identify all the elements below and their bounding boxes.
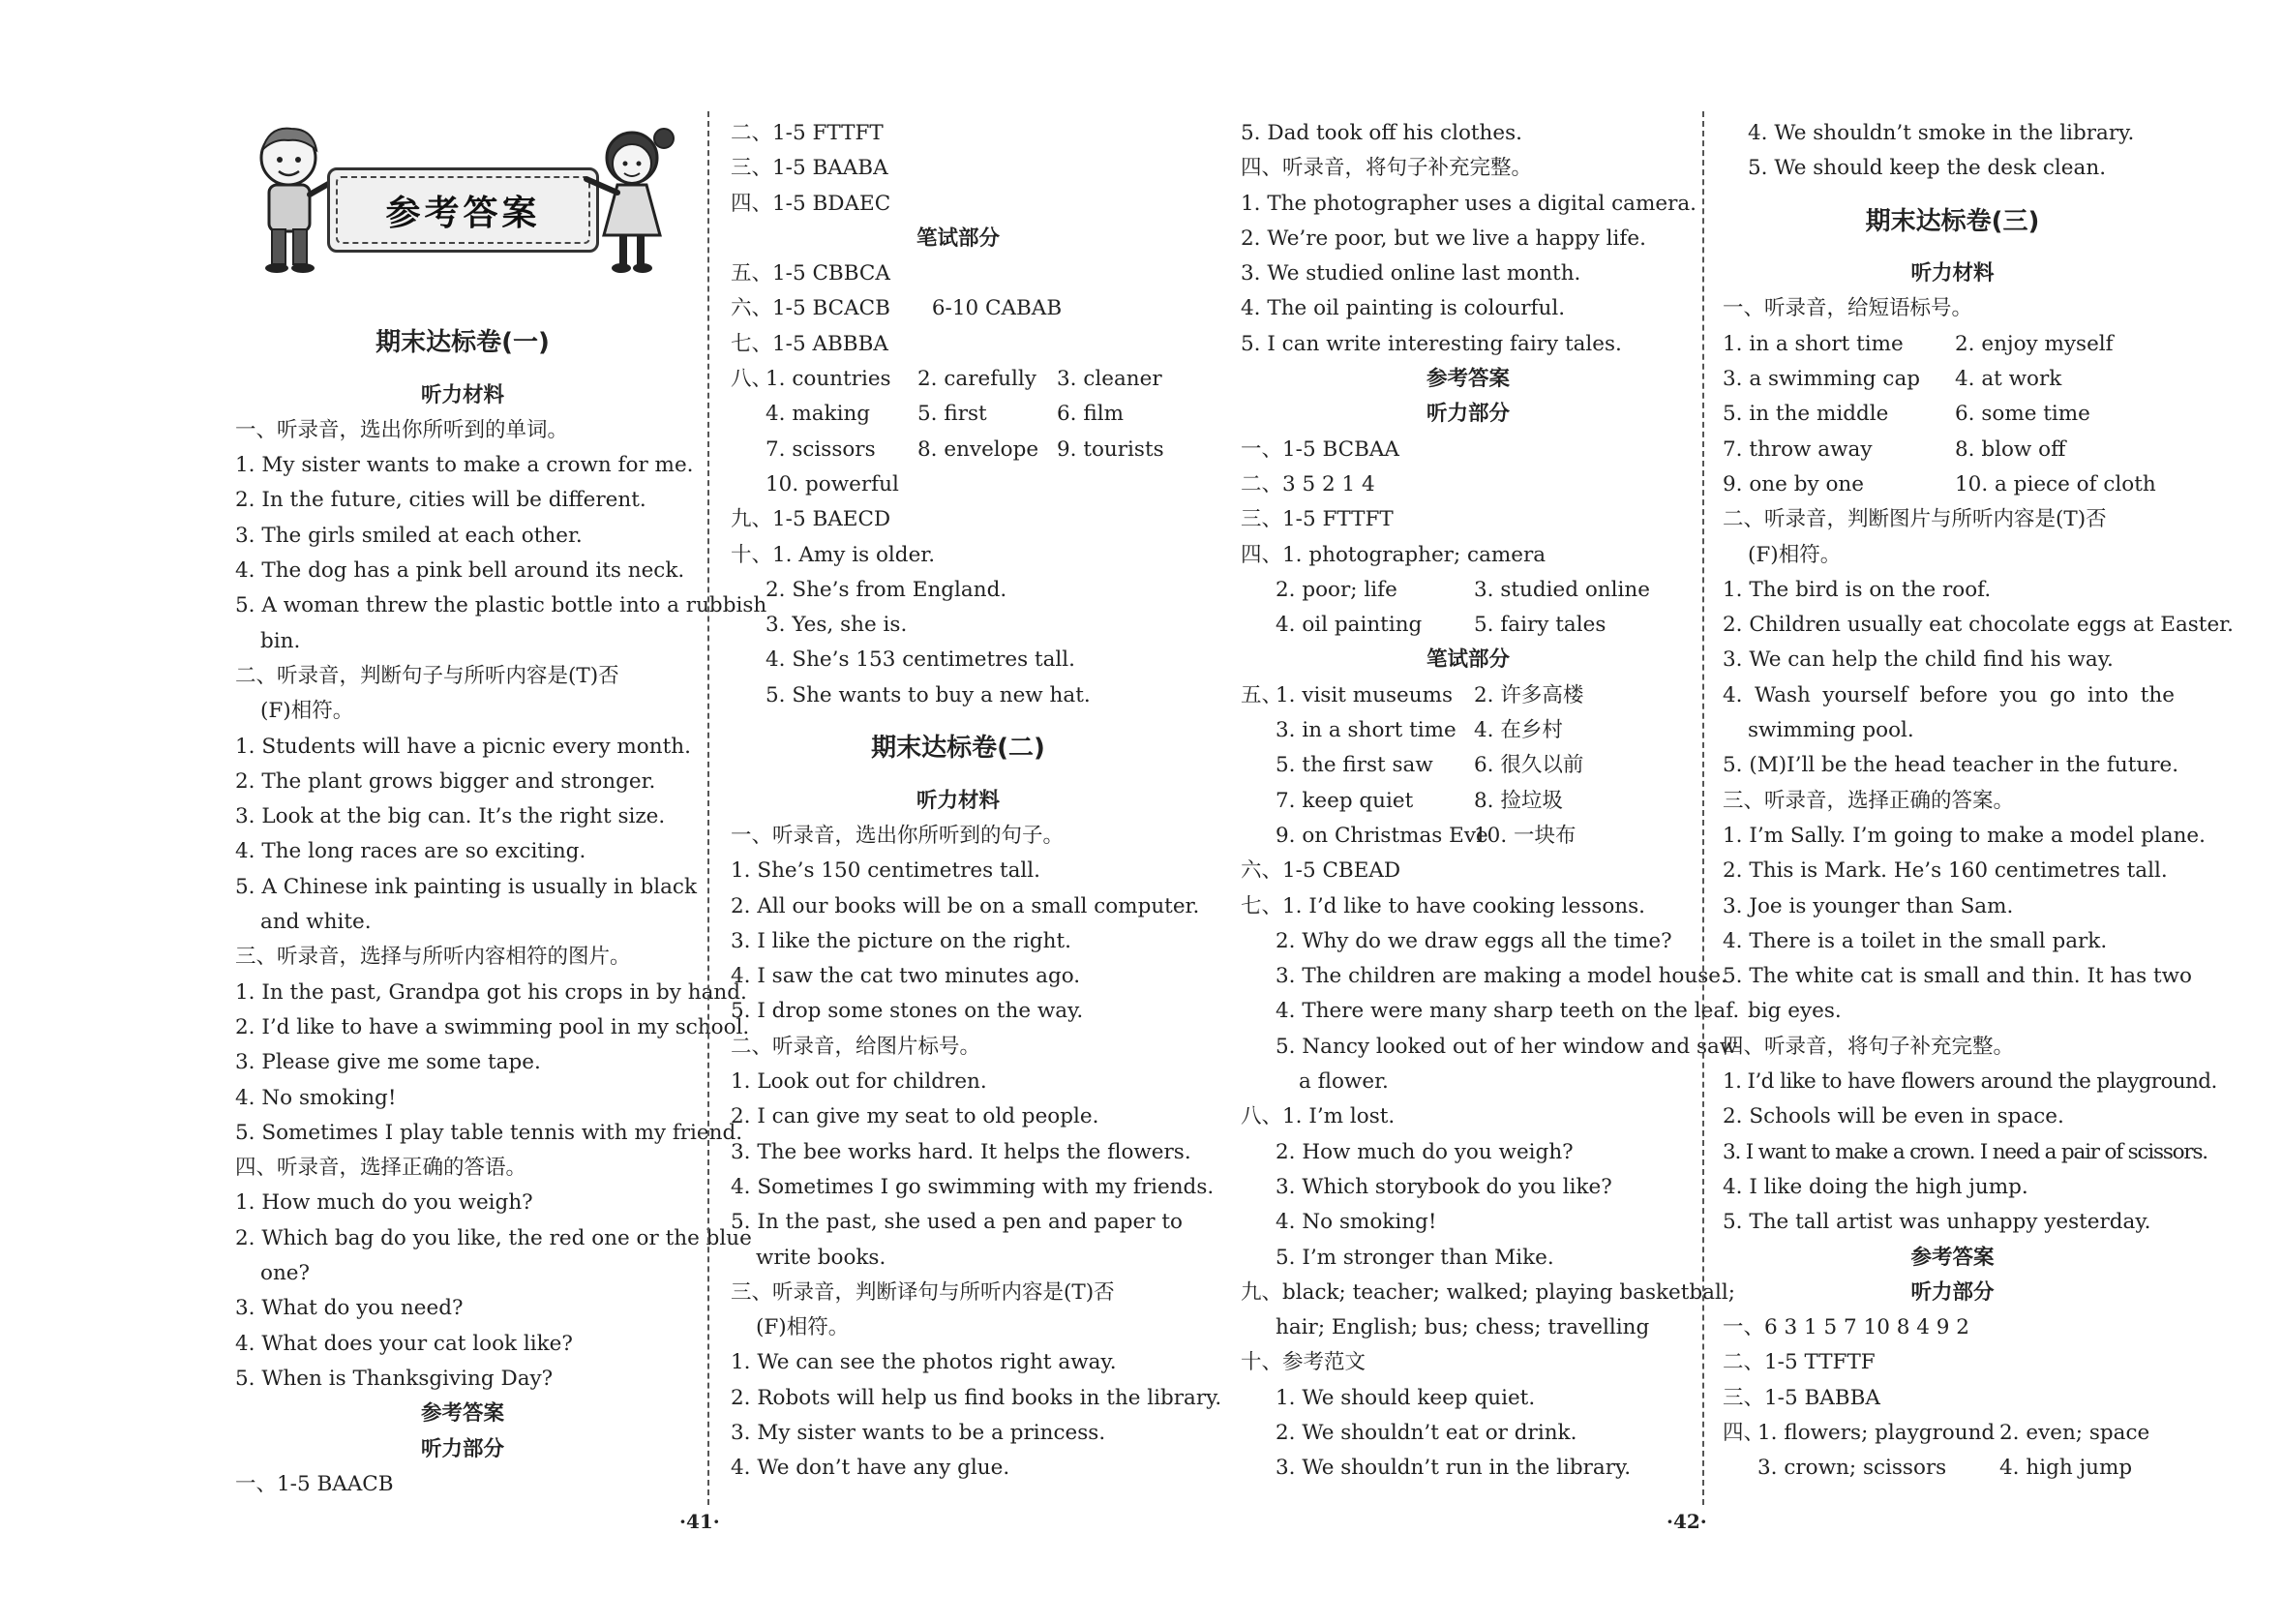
text-line: 2. Which bag do you like, the red one or the blue <box>235 1225 752 1250</box>
grid-cell: 7. throw away <box>1723 436 1873 462</box>
answer-grid-row <box>731 433 1186 467</box>
answer-line: 四、1-5 BDAEC <box>731 191 891 216</box>
section-heading: 三、听录音，选择与所听内容相符的图片。 <box>235 945 631 970</box>
written-part-heading: 笔试部分 <box>916 226 1000 251</box>
grid-cell: 6. 很久以前 <box>1474 753 1584 778</box>
text-line: 1. I’m Sally. I’m going to make a model plane. <box>1723 823 2206 848</box>
answer-line: 5. I’m stronger than Mike. <box>1276 1245 1554 1270</box>
grid-cell: 1. in a short time <box>1723 331 1904 356</box>
text-line: 5. (M)I’ll be the head teacher in the future. <box>1723 753 2179 778</box>
section-heading: 十、参考范文 <box>1241 1350 1366 1375</box>
grid-prefix: 五、 <box>1241 682 1283 707</box>
text-line: 4. I like doing the high jump. <box>1723 1174 2028 1199</box>
text-line: 3. Look at the big can. It’s the right size. <box>235 804 666 829</box>
text-line: 4. We shouldn’t smoke in the library. <box>1748 121 2135 145</box>
text-line: 4. We don’t have any glue. <box>731 1456 1010 1481</box>
grid-cell: 1. visit museums <box>1276 682 1454 707</box>
answer-line: 三、1-5 BABBA <box>1723 1385 1880 1410</box>
answer-line: 六、1-5 CBEAD <box>1241 858 1401 884</box>
text-line: 3. I like the picture on the right. <box>731 928 1071 953</box>
answer-line: 二、3 5 2 1 4 <box>1241 471 1375 496</box>
answer-line: 一、6 3 1 5 7 10 8 4 9 2 <box>1723 1315 1969 1340</box>
answer-line: 五、1-5 CBBCA <box>731 261 890 286</box>
grid-cell: 9. one by one <box>1723 471 1864 496</box>
text-line: 3. My sister wants to be a princess. <box>731 1420 1106 1445</box>
grid-cell: 2. carefully <box>917 367 1036 392</box>
answer-line: 三、1-5 BAABA <box>731 156 888 181</box>
column-1 <box>235 308 767 1502</box>
text-line: 1. The photographer uses a digital camera. <box>1241 191 1697 216</box>
section-heading: 四、听录音，将句子补充完整。 <box>1723 1034 2015 1059</box>
text-line: 4. Wash yourself before you go into the <box>1723 682 2175 707</box>
grid-cell: 4. at work <box>1955 367 2062 392</box>
grid-cell: 2. poor; life <box>1276 577 1397 602</box>
column-separator <box>707 111 709 1505</box>
text-line: and white. <box>260 910 372 935</box>
section-heading: 四、听录音，将句子补充完整。 <box>1241 156 1533 181</box>
text-line: 5. A Chinese ink painting is usually in black <box>235 874 697 899</box>
text-line: 5. In the past, she used a pen and paper to <box>731 1210 1183 1235</box>
grid-cell: 4. making <box>766 402 871 427</box>
answer-line: 二、1-5 TTFTF <box>1723 1350 1876 1375</box>
grid-cell: 10. a piece of cloth <box>1955 471 2156 496</box>
answer-line: 九、black; teacher; walked; playing basketball; <box>1241 1279 1735 1305</box>
grid-cell: 9. on Christmas Eve <box>1276 823 1488 848</box>
answer-grid-row <box>1723 467 2182 502</box>
answer-line: 二、1-5 FTTFT <box>731 121 884 145</box>
text-line: 2. In the future, cities will be different. <box>235 488 646 513</box>
text-line: 1. The bird is on the roof. <box>1723 577 1992 602</box>
text-line: 3. We can help the child find his way. <box>1723 647 2114 673</box>
section-heading: 一、听录音，选出你所听到的句子。 <box>731 823 1065 848</box>
section-heading: 二、听录音，判断图片与所听内容是(T)否 <box>1723 507 2107 532</box>
page-number-right: ·42· <box>1666 1510 1707 1533</box>
exam-title-3: 期末达标卷(三) <box>1865 206 2040 236</box>
answer-line: a flower. <box>1299 1069 1389 1095</box>
text-line: 3. I want to make a crown. I need a pair of scissors. <box>1723 1139 2207 1164</box>
text-line: 1. In the past, Grandpa got his crops in by hand. <box>235 979 747 1005</box>
text-line: 1. She’s 150 centimetres tall. <box>731 858 1041 884</box>
answer-line: 4. No smoking! <box>1276 1210 1437 1235</box>
answer-line: 七、1-5 ABBBA <box>731 331 888 356</box>
grid-cell: 7. keep quiet <box>1276 788 1414 813</box>
answer-grid-row <box>1241 784 1696 819</box>
answer-line: 1. We should keep quiet. <box>1276 1385 1536 1410</box>
text-line: 5. When is Thanksgiving Day? <box>235 1366 554 1391</box>
text-line: 1. How much do you weigh? <box>235 1190 533 1216</box>
text-line: 5. I can write interesting fairy tales. <box>1241 331 1622 356</box>
text-line: 2. This is Mark. He’s 160 centimetres tall. <box>1723 858 2168 884</box>
text-line: 3. What do you need? <box>235 1296 464 1321</box>
column-3 <box>1241 116 1740 1487</box>
answer-grid-row <box>1723 327 2182 362</box>
grid-prefix: 八、 <box>731 367 773 392</box>
answer-grid-row <box>1723 397 2182 432</box>
grid-cell: 7. scissors <box>766 436 876 462</box>
banner-title: 参考答案 <box>385 193 541 233</box>
answer-line: 七、1. I’d like to have cooking lessons. <box>1241 893 1646 918</box>
listening-material-heading: 听力材料 <box>1910 261 1995 286</box>
answers-heading: 参考答案 <box>1426 367 1510 392</box>
text-line: 2. Children usually eat chocolate eggs at Easter. <box>1723 613 2234 638</box>
answer-line: 三、1-5 FTTFT <box>1241 507 1394 532</box>
section-heading-cont: (F)相符。 <box>260 699 354 724</box>
answer-line: 2. How much do you weigh? <box>1276 1139 1574 1164</box>
text-line: 5. Dad took off his clothes. <box>1241 121 1522 145</box>
text-line: 4. No smoking! <box>235 1085 397 1110</box>
answer-grid-row <box>1723 362 2182 397</box>
text-line: 2. Schools will be even in space. <box>1723 1104 2064 1129</box>
answer-grid-row <box>1241 748 1696 783</box>
grid-cell: 10. powerful <box>766 471 899 496</box>
answers-heading: 参考答案 <box>420 1401 504 1427</box>
answer-grid-row <box>1723 1416 2182 1451</box>
grid-cell: 8. envelope <box>917 436 1039 462</box>
text-line: 3. The girls smiled at each other. <box>235 523 583 548</box>
text-line: write books. <box>756 1245 886 1270</box>
page-number-left: ·41· <box>679 1510 720 1533</box>
listening-part-heading: 听力部分 <box>1910 1279 1995 1305</box>
grid-cell: 3. a swimming cap <box>1723 367 1921 392</box>
answer-line: 2. Why do we draw eggs all the time? <box>1276 928 1672 953</box>
answer-line: 2. We shouldn’t eat or drink. <box>1276 1420 1577 1445</box>
section-heading: 二、听录音，给图片标号。 <box>731 1034 981 1059</box>
text-line: 5. The white cat is small and thin. It has two <box>1723 964 2192 989</box>
answer-line: 4. There were many sharp teeth on the leaf. <box>1276 999 1740 1024</box>
exam-title-1: 期末达标卷(一) <box>375 328 550 357</box>
answer-grid-row <box>1241 678 1696 713</box>
section-heading-cont: (F)相符。 <box>756 1315 850 1340</box>
text-line: one? <box>260 1261 311 1286</box>
grid-cell: 4. oil painting <box>1276 613 1423 638</box>
answer-line: 4. She’s 153 centimetres tall. <box>766 647 1076 673</box>
text-line: 2. The plant grows bigger and stronger. <box>235 768 656 794</box>
column-4 <box>1723 116 2234 1487</box>
answer-line: 十、1. Amy is older. <box>731 542 936 567</box>
answer-grid-row <box>731 362 1186 397</box>
text-line: 4. The long races are so exciting. <box>235 839 586 864</box>
text-line: 4. The dog has a pink bell around its neck. <box>235 558 685 584</box>
text-line: 5. I drop some stones on the way. <box>731 999 1084 1024</box>
grid-cell: 3. in a short time <box>1276 718 1456 743</box>
answer-line: 3. Yes, she is. <box>766 613 908 638</box>
answer-line: 3. The children are making a model house. <box>1276 964 1727 989</box>
grid-cell: 6. some time <box>1955 402 2090 427</box>
banner-cloth <box>327 167 599 253</box>
grid-cell: 3. crown; scissors <box>1757 1456 1947 1481</box>
column-separator <box>1702 111 1704 1505</box>
section-heading: 二、听录音，判断句子与所听内容是(T)否 <box>235 663 619 688</box>
answer-line: 3. We shouldn’t run in the library. <box>1276 1456 1632 1481</box>
answers-banner <box>235 121 684 276</box>
text-line: 5. The tall artist was unhappy yesterday. <box>1723 1210 2151 1235</box>
grid-cell: 8. 捡垃圾 <box>1474 788 1563 813</box>
answer-line: hair; English; bus; chess; travelling <box>1276 1315 1650 1340</box>
listening-material-heading: 听力材料 <box>420 382 504 407</box>
section-heading: 三、听录音，选择正确的答案。 <box>1723 788 2015 813</box>
answer-grid-row <box>731 467 1186 502</box>
text-line: 4. I saw the cat two minutes ago. <box>731 964 1081 989</box>
text-line: 4. What does your cat look like? <box>235 1331 573 1356</box>
text-line: 3. We studied online last month. <box>1241 261 1581 286</box>
grid-cell: 5. first <box>917 402 987 427</box>
listening-material-heading: 听力材料 <box>916 788 1000 813</box>
grid-cell: 4. 在乡村 <box>1474 718 1563 743</box>
answer-grid-row <box>1723 433 2182 467</box>
text-line: 2. We’re poor, but we live a happy life. <box>1241 226 1646 251</box>
grid-cell: 5. in the middle <box>1723 402 1889 427</box>
written-part-heading: 笔试部分 <box>1426 647 1510 673</box>
right-page <box>1141 0 2282 1624</box>
text-line: 1. My sister wants to make a crown for me. <box>235 453 694 478</box>
grid-cell: 6. film <box>1057 402 1124 427</box>
grid-prefix: 四、 <box>1723 1420 1765 1445</box>
answer-line: 四、1. photographer; camera <box>1241 542 1546 567</box>
answer-grid-row <box>1241 713 1696 748</box>
grid-cell: 10. 一块布 <box>1474 823 1576 848</box>
text-line: 2. I can give my seat to old people. <box>731 1104 1099 1129</box>
text-line: bin. <box>260 628 301 653</box>
answer-line: 一、1-5 BCBAA <box>1241 436 1399 462</box>
text-line: 5. Sometimes I play table tennis with my friend. <box>235 1120 743 1145</box>
text-line: 4. The oil painting is colourful. <box>1241 296 1566 321</box>
text-line: 2. Robots will help us find books in the library. <box>731 1385 1222 1410</box>
column-2 <box>731 116 1222 1487</box>
text-line: 3. Please give me some tape. <box>235 1050 541 1075</box>
section-heading-cont: (F)相符。 <box>1748 542 1842 567</box>
answer-line: 2. She’s from England. <box>766 577 1007 602</box>
answer-line: 九、1-5 BAECD <box>731 507 891 532</box>
answer-grid-row <box>1241 573 1696 608</box>
text-line: 1. Look out for children. <box>731 1069 987 1095</box>
text-line: 1. I’d like to have flowers around the playground. <box>1723 1069 2217 1095</box>
grid-cell: 3. cleaner <box>1057 367 1162 392</box>
answer-line: 5. Nancy looked out of her window and saw <box>1276 1034 1738 1059</box>
text-line: 2. All our books will be on a small computer. <box>731 893 1200 918</box>
answer-grid-row <box>1723 1451 2182 1486</box>
text-line: 3. The bee works hard. It helps the flowers. <box>731 1139 1191 1164</box>
grid-cell: 4. high jump <box>1999 1456 2133 1481</box>
text-line: 5. We should keep the desk clean. <box>1748 156 2107 181</box>
grid-cell: 5. the first saw <box>1276 753 1433 778</box>
text-line: 5. A woman threw the plastic bottle into a rubbish <box>235 593 767 618</box>
text-line: 2. I’d like to have a swimming pool in my school. <box>235 1014 750 1039</box>
grid-cell: 9. tourists <box>1057 436 1164 462</box>
answer-grid-row <box>1241 608 1696 643</box>
answer-grid-row <box>1241 819 1696 854</box>
exam-title-2: 期末达标卷(二) <box>871 734 1045 764</box>
grid-cell: 5. fairy tales <box>1474 613 1606 638</box>
text-line: 4. Sometimes I go swimming with my friends. <box>731 1174 1215 1199</box>
section-heading: 三、听录音，判断译句与所听内容是(T)否 <box>731 1279 1115 1305</box>
grid-cell: 2. even; space <box>1999 1420 2150 1445</box>
listening-part-heading: 听力部分 <box>420 1436 504 1461</box>
answer-line: 一、1-5 BAACB <box>235 1471 394 1496</box>
text-line: big eyes. <box>1748 999 1842 1024</box>
section-heading: 一、听录音，选出你所听到的单词。 <box>235 417 569 442</box>
text-line: swimming pool. <box>1748 718 1914 743</box>
answer-grid-row <box>731 397 1186 432</box>
grid-cell: 1. flowers; playground <box>1757 1420 1996 1445</box>
answer-line: 八、1. I’m lost. <box>1241 1104 1396 1129</box>
answer-line: 5. She wants to buy a new hat. <box>766 682 1091 707</box>
text-line: 3. Joe is younger than Sam. <box>1723 893 2014 918</box>
listening-part-heading: 听力部分 <box>1426 402 1510 427</box>
grid-cell: 1. countries <box>766 367 891 392</box>
text-line: 1. Students will have a picnic every month. <box>235 734 691 759</box>
section-heading: 一、听录音，给短语标号。 <box>1723 296 1973 321</box>
grid-cell: 2. enjoy myself <box>1955 331 2114 356</box>
answer-line: 六、1-5 BCACB 6-10 CABAB <box>731 296 1063 321</box>
grid-cell: 2. 许多高楼 <box>1474 682 1584 707</box>
text-line: 1. We can see the photos right away. <box>731 1350 1117 1375</box>
text-line: 4. There is a toilet in the small park. <box>1723 928 2108 953</box>
answer-line: 3. Which storybook do you like? <box>1276 1174 1612 1199</box>
grid-cell: 8. blow off <box>1955 436 2066 462</box>
answers-heading: 参考答案 <box>1910 1245 1995 1270</box>
grid-cell: 3. studied online <box>1474 577 1650 602</box>
section-heading: 四、听录音，选择正确的答语。 <box>235 1156 527 1181</box>
